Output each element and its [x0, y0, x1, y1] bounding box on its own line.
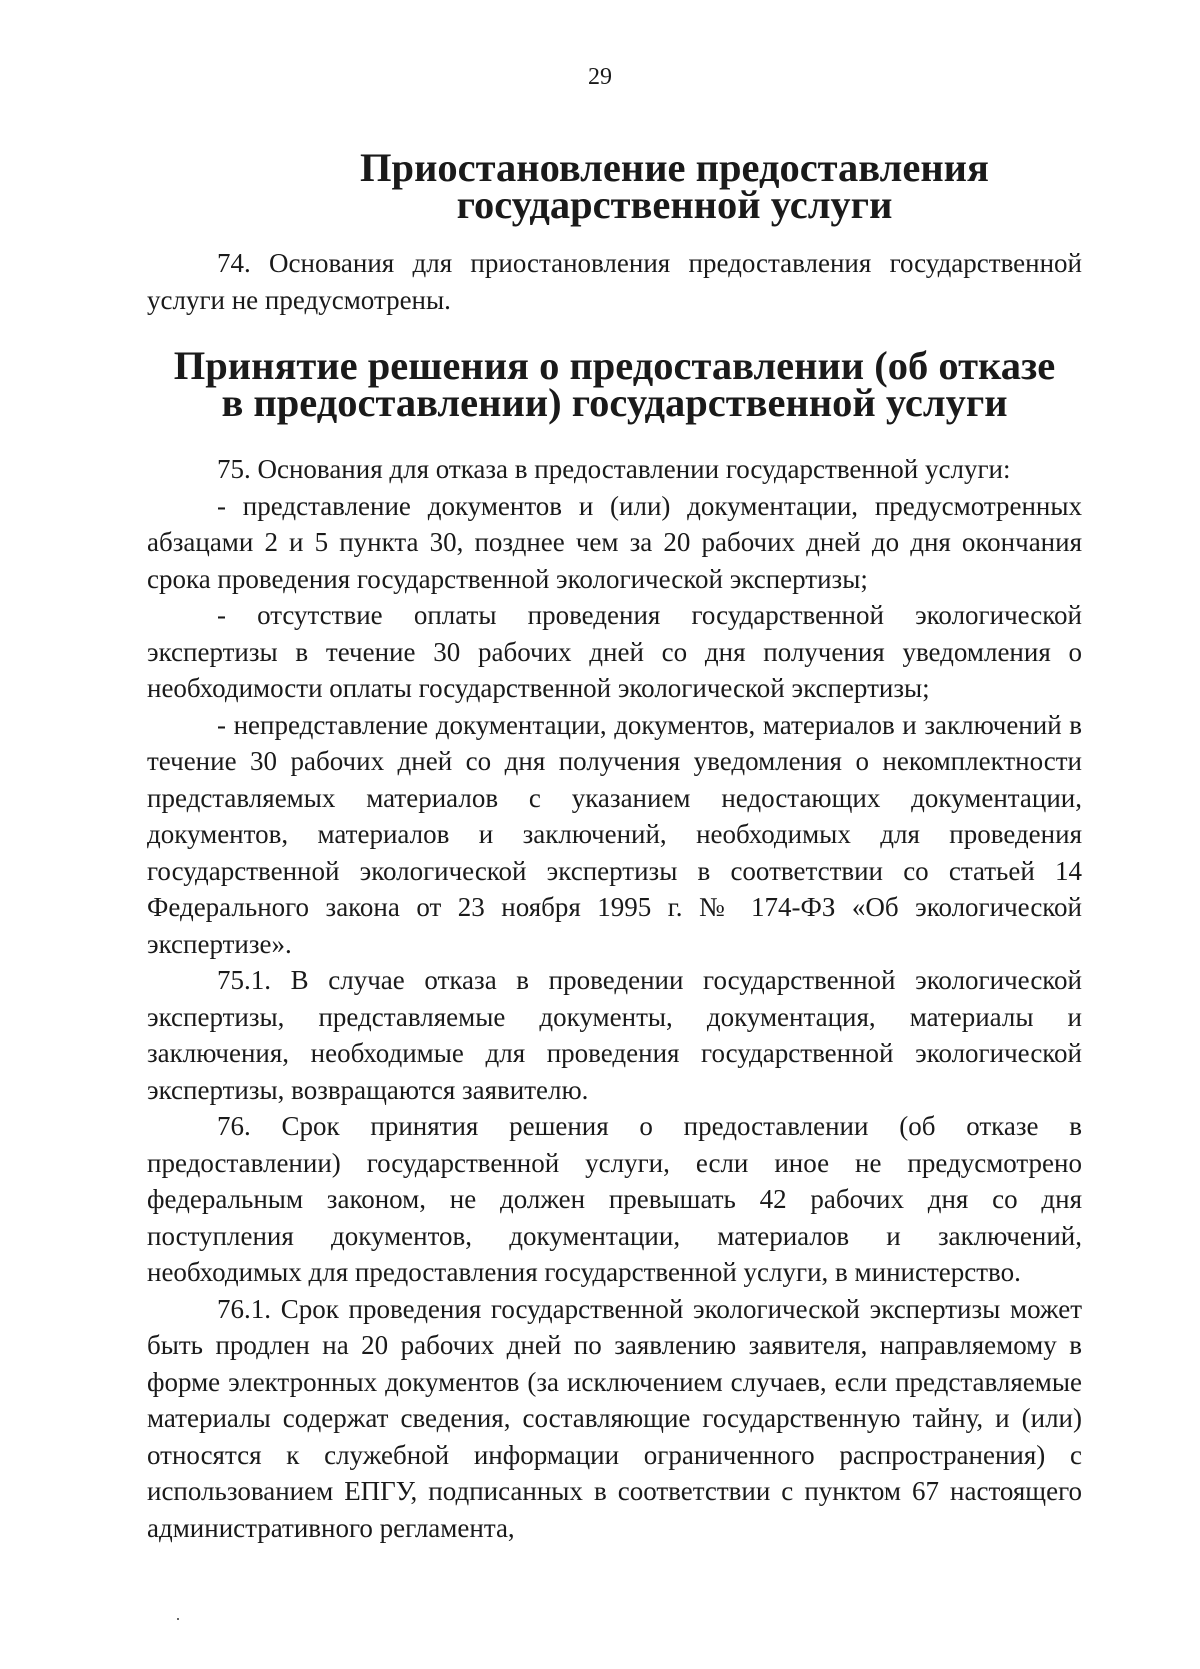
- page-number: 29: [588, 64, 612, 90]
- paragraph-75-1: 75.1. В случае отказа в проведении государственной экологической экспертизы, представляемые документы, документация, материалы и заключения, необходимые для проведения государственной экологической экспертизы, возвращаются заявителю.: [147, 965, 1082, 1105]
- section-heading-decision: [147, 343, 1082, 425]
- section-heading-suspension: Приостановление предоставления государственной услуги: [360, 145, 989, 227]
- paragraph-76-1: 76.1. Срок проведения государственной экологической экспертизы может быть продлен на 20 рабочих дней по заявлению заявителя, направляемому в форме электронных документов (за исключением случаев, если представляемые материалы содержат сведения, составляющие государственную тайну, и (или) относятся к служебной информации ограниченного распространения) с использованием ЕПГУ, подписанных в соответствии с пунктом 67 настоящего административного регламента,: [147, 1293, 1082, 1543]
- paragraph-75-item-3: - непредставление документации, документов, материалов и заключений в течение 30 рабочих дней со дня получения уведомления о некомплектности представляемых материалов с указанием недостающих документации, документов, материалов и заключений, необходимых для проведения государственной экологической экспертизы в соответствии со статьей 14 Федерального закона от 23 ноября 1995 г. № 174-ФЗ «Об экологической экспертизе».: [147, 709, 1082, 959]
- section-heading-decision-line2: в предоставлении) государственной услуги: [221, 379, 1008, 425]
- paragraph-75: 75. Основания для отказа в предоставлении государственной услуги:: [217, 454, 1011, 484]
- scan-speck: [177, 1618, 179, 1620]
- paragraph-74: 74. Основания для приостановления предоставления государственной услуги не предусмотрены.: [147, 248, 1082, 315]
- paragraph-75-item-1: - представление документов и (или) документации, предусмотренных абзацами 2 и 5 пункта 30, позднее чем за 20 рабочих дней до дня окончания срока проведения государственной экологической экспертизы;: [147, 490, 1082, 594]
- document-body: [147, 145, 1082, 1546]
- paragraph-75-item-2: - отсутствие оплаты проведения государственной экологической экспертизы в течение 30 рабочих дней со дня получения уведомления о необходимости оплаты государственной экологической экспертизы;: [147, 600, 1082, 703]
- paragraph-76: 76. Срок принятия решения о предоставлении (об отказе в предоставлении) государственной услуги, если иное не предусмотрено федеральным законом, не должен превышать 42 рабочих дня со дня поступления документов, документации, материалов и заключений, необходимых для предоставления государственной услуги, в министерство.: [147, 1111, 1082, 1287]
- section-heading-decision-line1: Принятие решения о предоставлении (об отказе: [173, 343, 1056, 388]
